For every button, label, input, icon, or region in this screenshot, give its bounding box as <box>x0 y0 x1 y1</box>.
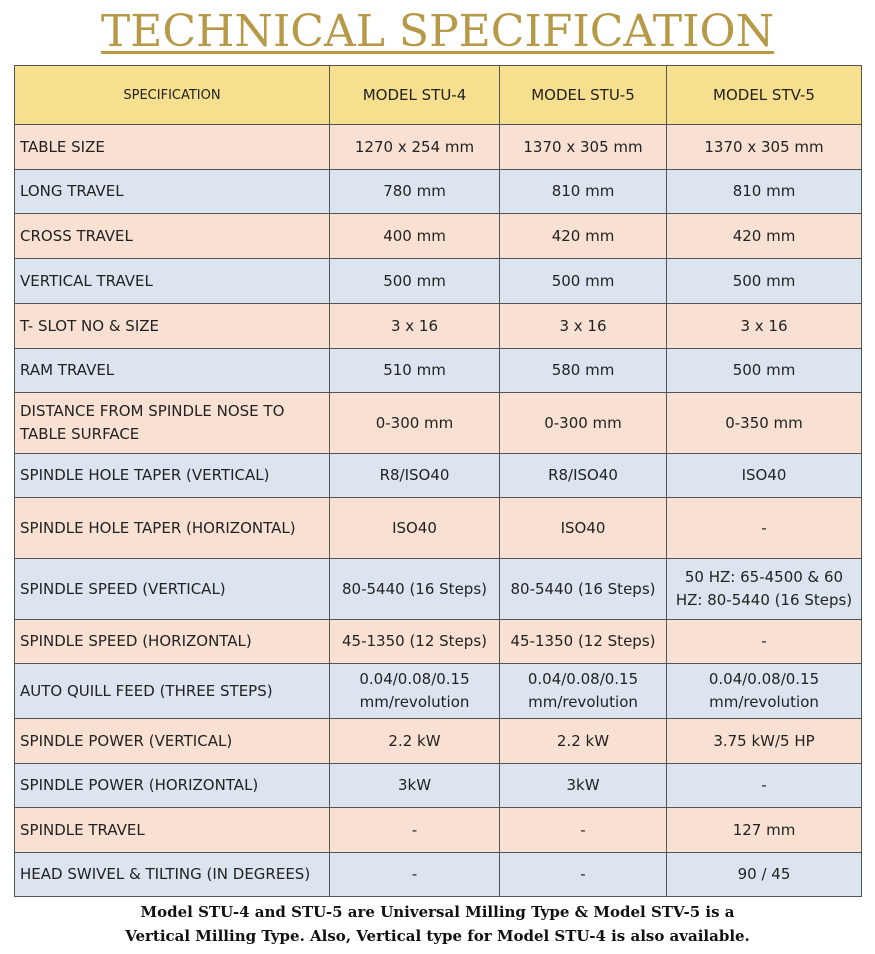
stu4-value: 500 mm <box>330 259 500 304</box>
stu5-value: - <box>500 808 667 853</box>
stu5-value: 0.04/0.08/0.15 mm/revolution <box>500 664 667 719</box>
stu4-value: 3kW <box>330 764 500 808</box>
spec-name: SPINDLE POWER (VERTICAL) <box>15 719 330 764</box>
table-row <box>15 620 862 664</box>
header-specification: SPECIFICATION <box>15 66 330 125</box>
stv5-value: 0-350 mm <box>667 393 862 454</box>
spec-name: HEAD SWIVEL & TILTING (IN DEGREES) <box>15 853 330 897</box>
stu4-value: 510 mm <box>330 349 500 393</box>
spec-name: SPINDLE SPEED (VERTICAL) <box>15 559 330 620</box>
stv5-value: 500 mm <box>667 349 862 393</box>
stu4-value: ISO40 <box>330 498 500 559</box>
stv5-value: 90 / 45 <box>667 853 862 897</box>
stu4-value: R8/ISO40 <box>330 454 500 498</box>
table-row <box>15 170 862 214</box>
stu5-value: ISO40 <box>500 498 667 559</box>
table-row <box>15 393 862 454</box>
table-row <box>15 664 862 719</box>
stv5-value: - <box>667 764 862 808</box>
table-header-row <box>15 66 862 125</box>
stu4-value: - <box>330 808 500 853</box>
stv5-value: 3 x 16 <box>667 304 862 349</box>
stu5-value: 810 mm <box>500 170 667 214</box>
spec-name: DISTANCE FROM SPINDLE NOSE TO TABLE SURFACE <box>15 393 330 454</box>
table-row <box>15 304 862 349</box>
spec-name: SPINDLE HOLE TAPER (VERTICAL) <box>15 454 330 498</box>
stv5-value: 420 mm <box>667 214 862 259</box>
stu5-value: 80-5440 (16 Steps) <box>500 559 667 620</box>
stu4-value: 1270 x 254 mm <box>330 125 500 170</box>
table-row <box>15 259 862 304</box>
spec-name: LONG TRAVEL <box>15 170 330 214</box>
stv5-value: ISO40 <box>667 454 862 498</box>
table-row <box>15 349 862 393</box>
stu5-value: - <box>500 853 667 897</box>
header-model-stv-5: MODEL STV-5 <box>667 66 862 125</box>
stv5-value: 127 mm <box>667 808 862 853</box>
spec-name: SPINDLE POWER (HORIZONTAL) <box>15 764 330 808</box>
stu5-value: 500 mm <box>500 259 667 304</box>
spec-name: SPINDLE SPEED (HORIZONTAL) <box>15 620 330 664</box>
table-row <box>15 719 862 764</box>
footnote-line-1: Model STU-4 and STU-5 are Universal Milling Type & Model STV-5 is a <box>140 903 735 921</box>
stv5-value: 1370 x 305 mm <box>667 125 862 170</box>
footnote-line-2: Vertical Milling Type. Also, Vertical type for Model STU-4 is also available. <box>125 927 750 945</box>
spec-name: RAM TRAVEL <box>15 349 330 393</box>
stu5-value: 2.2 kW <box>500 719 667 764</box>
header-model-stu-4: MODEL STU-4 <box>330 66 500 125</box>
stu4-value: 0.04/0.08/0.15 mm/revolution <box>330 664 500 719</box>
page-title <box>0 2 875 62</box>
stv5-value: 3.75 kW/5 HP <box>667 719 862 764</box>
spec-name: SPINDLE HOLE TAPER (HORIZONTAL) <box>15 498 330 559</box>
stu4-value: 3 x 16 <box>330 304 500 349</box>
stv5-value: - <box>667 620 862 664</box>
table-row <box>15 764 862 808</box>
footnote <box>0 900 875 948</box>
stu5-value: 3 x 16 <box>500 304 667 349</box>
spec-name: CROSS TRAVEL <box>15 214 330 259</box>
spec-table <box>14 65 862 897</box>
spec-name: TABLE SIZE <box>15 125 330 170</box>
table-row <box>15 125 862 170</box>
table-row <box>15 808 862 853</box>
stv5-value: - <box>667 498 862 559</box>
stv5-value: 0.04/0.08/0.15 mm/revolution <box>667 664 862 719</box>
stu5-value: 420 mm <box>500 214 667 259</box>
stu4-value: 400 mm <box>330 214 500 259</box>
stu4-value: - <box>330 853 500 897</box>
stu4-value: 2.2 kW <box>330 719 500 764</box>
stu5-value: R8/ISO40 <box>500 454 667 498</box>
spec-name: SPINDLE TRAVEL <box>15 808 330 853</box>
header-model-stu-5: MODEL STU-5 <box>500 66 667 125</box>
page-title-text: TECHNICAL SPECIFICATION <box>100 6 775 57</box>
stv5-value: 500 mm <box>667 259 862 304</box>
stu4-value: 0-300 mm <box>330 393 500 454</box>
stu4-value: 45-1350 (12 Steps) <box>330 620 500 664</box>
stu4-value: 780 mm <box>330 170 500 214</box>
stu5-value: 3kW <box>500 764 667 808</box>
table-row <box>15 559 862 620</box>
stu5-value: 1370 x 305 mm <box>500 125 667 170</box>
spec-name: T- SLOT NO & SIZE <box>15 304 330 349</box>
stv5-value: 50 HZ: 65-4500 & 60 HZ: 80-5440 (16 Steps) <box>667 559 862 620</box>
table-row <box>15 498 862 559</box>
stv5-value: 810 mm <box>667 170 862 214</box>
table-row <box>15 214 862 259</box>
spec-name: AUTO QUILL FEED (THREE STEPS) <box>15 664 330 719</box>
table-row <box>15 454 862 498</box>
stu5-value: 45-1350 (12 Steps) <box>500 620 667 664</box>
spec-name: VERTICAL TRAVEL <box>15 259 330 304</box>
stu4-value: 80-5440 (16 Steps) <box>330 559 500 620</box>
stu5-value: 0-300 mm <box>500 393 667 454</box>
stu5-value: 580 mm <box>500 349 667 393</box>
table-row <box>15 853 862 897</box>
